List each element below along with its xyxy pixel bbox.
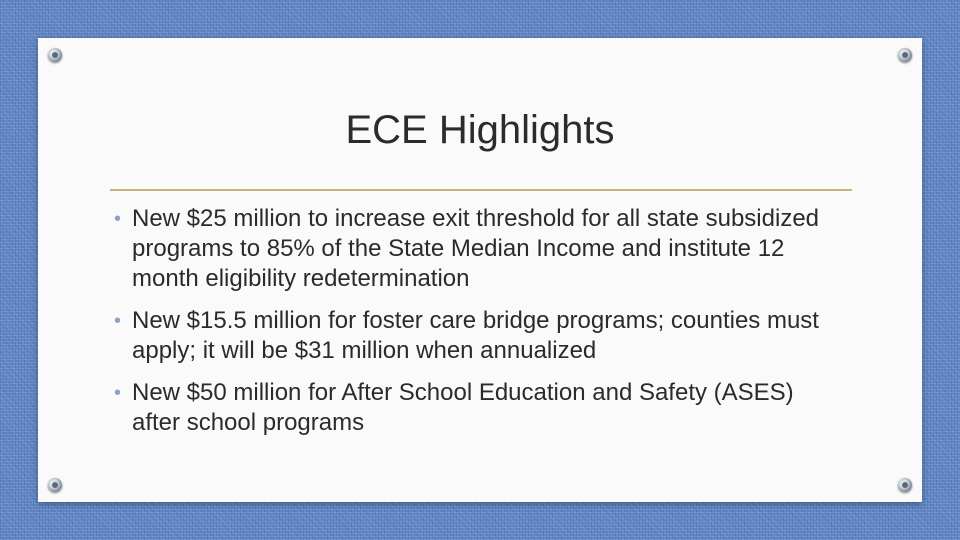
bullet-dot-icon: • <box>114 208 122 230</box>
pushpin-icon <box>48 478 62 492</box>
bullet-text: New $50 million for After School Education and Safety (ASES) after school programs <box>132 379 794 436</box>
bullet-item <box>114 306 834 366</box>
bullet-text: New $25 million to increase exit threshold for all state subsidized programs to 85% of the State Median Income and institute 12 month eligibility redetermination <box>132 205 820 292</box>
title-divider <box>110 189 852 191</box>
bullet-list <box>114 204 834 450</box>
pushpin-icon <box>898 478 912 492</box>
bullet-dot-icon: • <box>114 382 122 404</box>
bullet-item <box>114 378 834 438</box>
slide-card <box>38 38 922 502</box>
slide-title: ECE Highlights <box>345 108 615 152</box>
pushpin-icon <box>898 48 912 62</box>
bullet-dot-icon: • <box>114 310 122 332</box>
pushpin-icon <box>48 48 62 62</box>
bullet-text: New $15.5 million for foster care bridge programs; counties must apply; it will be $31 million when annualized <box>132 307 819 364</box>
bullet-item <box>114 204 834 294</box>
